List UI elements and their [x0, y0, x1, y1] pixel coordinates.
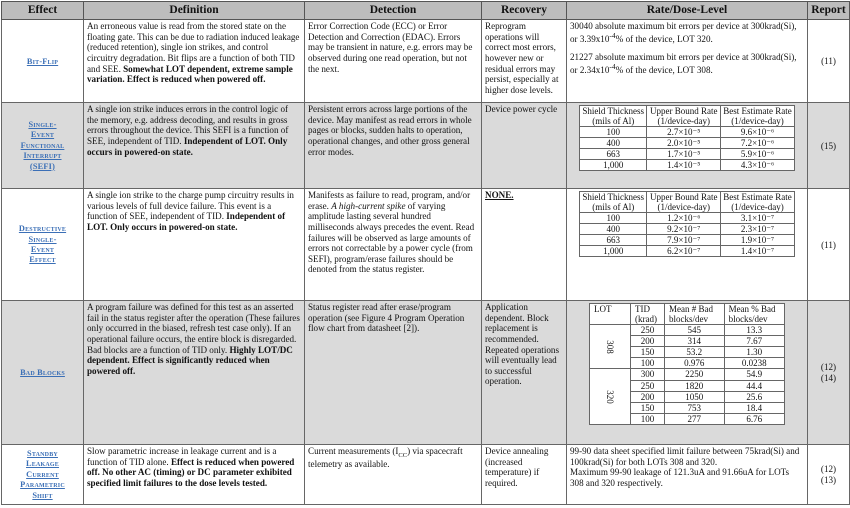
- sub-header-row: [580, 106, 795, 127]
- sub-cell: 44.4: [724, 380, 784, 391]
- rate-exponent: -4: [609, 30, 616, 40]
- sub-cell: 1050: [665, 391, 725, 402]
- sub-cell: 663: [580, 149, 647, 160]
- row-destructive-see: [2, 189, 850, 301]
- header-effect: Effect: [2, 2, 84, 20]
- sub-cell: 0.976: [665, 358, 725, 369]
- lot-label: 308: [605, 340, 616, 354]
- sub-cell: 1.9×10⁻⁷: [721, 235, 795, 246]
- report-ref: (14): [820, 373, 837, 383]
- effect-link-text: Interrupt: [23, 151, 62, 161]
- effect-link-text: Effect: [29, 255, 56, 265]
- sub-cell: 9.2×10⁻⁷: [647, 224, 721, 235]
- sub-row: [580, 213, 795, 224]
- bad-blocks-table: [589, 303, 785, 425]
- detection-text: Manifests as failure to read, program, and/or erase.: [308, 190, 471, 211]
- effect-link-text: Single-: [28, 120, 57, 130]
- effect-link-text: Destructive: [18, 224, 67, 234]
- sub-cell: 1.4×10⁻⁵: [647, 160, 721, 171]
- sub-cell: 18.4: [724, 402, 784, 413]
- sub-row: [580, 235, 795, 246]
- sub-cell: 25.6: [724, 391, 784, 402]
- sub-row: [580, 127, 795, 138]
- report-cell: (11): [808, 20, 850, 103]
- rate-text-end: % of the device, LOT 320.: [615, 33, 713, 44]
- effect-link-text: Standby: [27, 449, 58, 459]
- row-standby-leakage: [2, 445, 850, 505]
- sub-cell: 1,000: [580, 246, 647, 257]
- definition-cell: [84, 189, 305, 301]
- header-detection: Detection: [305, 2, 482, 20]
- definition-text: A single ion strike induces errors in the control logic of the memory, e.g. address decoding, and results in gross errors throughout the device. This SEFI is a function of SEE, independent of TID.: [87, 104, 289, 146]
- header-row: [2, 2, 850, 20]
- sub-cell: 1.2×10⁻⁶: [647, 213, 721, 224]
- definition-text: A single ion strike to the charge pump circuitry results in various levels of full device failure. This event is a function of SEE, independent of TID.: [87, 190, 294, 222]
- sub-row: [590, 369, 785, 380]
- sub-cell: 545: [665, 325, 725, 336]
- detection-cell: Error Correction Code (ECC) or Error Detection and Correction (EDAC). Errors may be transient in nature, e.g. errors may be observed during one read operation, but not the next.: [305, 20, 482, 103]
- sub-cell: 54.9: [724, 369, 784, 380]
- effect-link-sefi[interactable]: [21, 120, 65, 172]
- sub-header: Shield Thickness (mils of Al): [580, 192, 647, 213]
- sub-header: Mean # Bad blocks/dev: [665, 304, 725, 325]
- definition-text: A program failure was defined for this test as an asserted fail in the status register after the operation (These failures only occurred in the biased, refresh test case only). If an operational failure occurs, the entire block is disregarded. Bad blocks are a function of TID only.: [87, 302, 300, 355]
- detection-text: Current measurements (I: [308, 446, 399, 456]
- header-recovery: Recovery: [482, 2, 567, 20]
- effect-cell: [2, 189, 84, 301]
- definition-text: An erroneous value is read from the stored state on the floating gate. This can be due to radiation induced leakage (reduced retention), single ion strikes, and control circuitry degradation. Bit flips are a function of both TID and SEE.: [87, 21, 300, 74]
- recovery-cell: [482, 189, 567, 301]
- detection-cell: Persistent errors across large portions of the device. May manifest as read errors in whole pages or blocks, sudden halts to operation, operational changes, and other gross general error modes.: [305, 103, 482, 189]
- detection-italic-text: A high-current spike: [331, 200, 406, 211]
- effect-link-text: Single-: [28, 234, 57, 244]
- lot-label: 320: [605, 389, 616, 404]
- effect-link-text: Functional: [20, 140, 65, 150]
- rate-exponent: -4: [609, 61, 616, 71]
- sub-header: Best Estimate Rate (1/device-day): [721, 106, 795, 127]
- sub-cell: 9.6×10⁻⁶: [721, 127, 795, 138]
- sub-cell: 663: [580, 235, 647, 246]
- sub-cell: 2250: [665, 369, 725, 380]
- sub-cell: 1.4×10⁻⁷: [721, 246, 795, 257]
- header-rate: Rate/Dose-Level: [567, 2, 808, 20]
- lot-cell: [590, 325, 631, 369]
- header-definition: Definition: [84, 2, 305, 20]
- effect-cell: [2, 445, 84, 505]
- sub-row: [580, 160, 795, 171]
- sub-cell: 300: [631, 369, 665, 380]
- rate-text: 21227 absolute maximum bit errors per device at 300krad(Si), or 2.34x10: [570, 52, 797, 75]
- sub-cell: 7.67: [724, 336, 784, 347]
- sub-cell: 277: [665, 413, 725, 424]
- definition-cell: [84, 20, 305, 103]
- detection-cell: Status register read after erase/program operation (see Figure 4 Program Operation flow chart from datasheet [2]).: [305, 301, 482, 445]
- effect-link-text: (SEFI): [29, 161, 56, 171]
- sub-cell: 150: [631, 402, 665, 413]
- effect-link-destructive-see[interactable]: [19, 224, 66, 265]
- sub-cell: 200: [631, 336, 665, 347]
- definition-bold-text: Highly LOT/DC dependent. Effect is significantly reduced when powered off.: [87, 344, 293, 376]
- effect-link-bad-blocks[interactable]: [20, 368, 65, 378]
- sub-cell: 250: [631, 325, 665, 336]
- report-cell: (11): [808, 189, 850, 301]
- recovery-cell: Application dependent. Block replacement is recommended. Repeated operations will eventually lead to successful operation.: [482, 301, 567, 445]
- recovery-cell: Device power cycle: [482, 103, 567, 189]
- effect-link-text: Current: [26, 469, 59, 479]
- sub-row: [580, 149, 795, 160]
- rate-paragraph: Maximum 99-90 leakage of 121.3uA and 91.66uA for LOTs 308 and 320 respectively.: [570, 467, 790, 488]
- sub-header: Shield Thickness (mils of Al): [580, 106, 647, 127]
- rate-paragraph: [570, 21, 804, 44]
- sub-row: [590, 325, 785, 336]
- report-cell: (15): [808, 103, 850, 189]
- sub-header: Best Estimate Rate (1/device-day): [721, 192, 795, 213]
- effect-link-text: Bit-Flip: [26, 56, 59, 66]
- sub-cell: 1820: [665, 380, 725, 391]
- sub-cell: 200: [631, 391, 665, 402]
- row-bit-flip: [2, 20, 850, 103]
- effect-link-text: Leakage: [26, 459, 59, 469]
- recovery-cell: Reprogram operations will correct most errors, however new or residual errors may persist, especially at higher dose levels.: [482, 20, 567, 103]
- detection-text: of varying amplitude lasting several hundred milliseconds always precedes the event. Read failures will be observed as large amounts of errors not correctable by a power cycle (from SEFI), program/erase failures should be denoted from the status register.: [308, 200, 475, 275]
- report-ref: (13): [820, 475, 837, 485]
- rate-text: 30040 absolute maximum bit errors per device at 300krad(Si), or 3.39x10: [570, 21, 797, 44]
- sub-cell: 13.3: [724, 325, 784, 336]
- row-bad-blocks: [2, 301, 850, 445]
- sub-cell: 1.7×10⁻⁵: [647, 149, 721, 160]
- sub-cell: 53.2: [665, 347, 725, 358]
- sub-cell: 753: [665, 402, 725, 413]
- sub-header-row: [580, 192, 795, 213]
- definition-bold-text: Effect is reduced when powered off. No other AC (timing) or DC parameter exhibited specified limit failures to the dose levels tested.: [87, 456, 295, 488]
- rate-paragraph: 99-90 data sheet specified limit failure between 75krad(Si) and 100krad(Si) for both LOTs 308 and 320.: [570, 446, 800, 467]
- rate-text-end: % of the device, LOT 308.: [615, 64, 713, 75]
- rate-paragraph: [570, 52, 804, 75]
- sub-cell: 2.7×10⁻⁵: [647, 127, 721, 138]
- rate-cell: [567, 20, 808, 103]
- sub-cell: 0.0238: [724, 358, 784, 369]
- sub-header: Upper Bound Rate (1/device-day): [647, 106, 721, 127]
- sub-cell: 250: [631, 380, 665, 391]
- sub-header: Mean % Bad blocks/dev: [724, 304, 784, 325]
- definition-cell: [84, 301, 305, 445]
- effect-cell: [2, 301, 84, 445]
- definition-cell: [84, 445, 305, 505]
- sub-row: [580, 224, 795, 235]
- sub-header: TID (krad): [631, 304, 665, 325]
- detection-subscript: CC: [398, 451, 408, 459]
- sub-cell: 1,000: [580, 160, 647, 171]
- sub-cell: 7.9×10⁻⁷: [647, 235, 721, 246]
- sub-cell: 6.2×10⁻⁷: [647, 246, 721, 257]
- sub-header: Upper Bound Rate (1/device-day): [647, 192, 721, 213]
- effect-link-standby-leakage[interactable]: [20, 449, 65, 501]
- sub-cell: 4.3×10⁻⁶: [721, 160, 795, 171]
- header-report: Report: [808, 2, 850, 20]
- detection-text: ) via spacecraft telemetry as available.: [308, 446, 463, 470]
- lot-cell: [590, 369, 631, 424]
- sub-cell: 1.30: [724, 347, 784, 358]
- row-sefi: [2, 103, 850, 189]
- effect-link-text: Bad Blocks: [20, 368, 65, 378]
- sub-header: LOT: [590, 304, 631, 325]
- definition-cell: [84, 103, 305, 189]
- sub-cell: 400: [580, 224, 647, 235]
- effect-link-bit-flip[interactable]: [27, 57, 58, 67]
- detection-cell: [305, 189, 482, 301]
- effect-link-text: Event: [30, 130, 55, 140]
- sub-cell: 100: [580, 213, 647, 224]
- report-ref: (12): [820, 362, 837, 373]
- recovery-cell: Device annealing (increased temperature) if required.: [482, 445, 567, 505]
- effect-cell: [2, 20, 84, 103]
- rate-cell: [567, 189, 808, 301]
- sub-header-row: [590, 304, 785, 325]
- definition-bold-text: Independent of LOT. Only occurs in powered-on state.: [87, 135, 288, 157]
- definition-text: Slow parametric increase in leakage current and is a function of TID alone.: [87, 446, 277, 467]
- sub-row: [580, 138, 795, 149]
- effect-link-text: Event: [30, 245, 55, 254]
- rate-cell: [567, 445, 808, 505]
- report-ref: (12): [820, 464, 837, 475]
- sub-cell: 7.2×10⁻⁶: [721, 138, 795, 149]
- rate-cell: [567, 301, 808, 445]
- definition-bold-text: Independent of LOT. Only occurs in powered-on state.: [87, 211, 286, 232]
- sub-row: [580, 246, 795, 257]
- sub-cell: 100: [631, 358, 665, 369]
- destructive-rate-table: [579, 191, 795, 257]
- sefi-rate-table: [579, 105, 795, 171]
- sub-cell: 2.3×10⁻⁷: [721, 224, 795, 235]
- sub-cell: 6.76: [724, 413, 784, 424]
- sub-cell: 2.0×10⁻⁵: [647, 138, 721, 149]
- report-cell: [808, 445, 850, 505]
- sub-cell: 100: [631, 413, 665, 424]
- sub-cell: 150: [631, 347, 665, 358]
- sub-cell: 5.9×10⁻⁶: [721, 149, 795, 160]
- effect-link-text: Parametric: [20, 480, 65, 490]
- effect-link-text: Shift: [32, 490, 53, 500]
- effect-cell: [2, 103, 84, 189]
- radiation-effects-table: [1, 1, 850, 505]
- rate-cell: [567, 103, 808, 189]
- sub-cell: 400: [580, 138, 647, 149]
- detection-cell: [305, 445, 482, 505]
- definition-bold-text: Somewhat LOT dependent, extreme sample variation. Effect is reduced when powered off.: [87, 63, 293, 85]
- recovery-none-text: NONE.: [485, 190, 514, 200]
- report-cell: [808, 301, 850, 445]
- sub-cell: 100: [580, 127, 647, 138]
- sub-cell: 3.1×10⁻⁷: [721, 213, 795, 224]
- sub-cell: 314: [665, 336, 725, 347]
